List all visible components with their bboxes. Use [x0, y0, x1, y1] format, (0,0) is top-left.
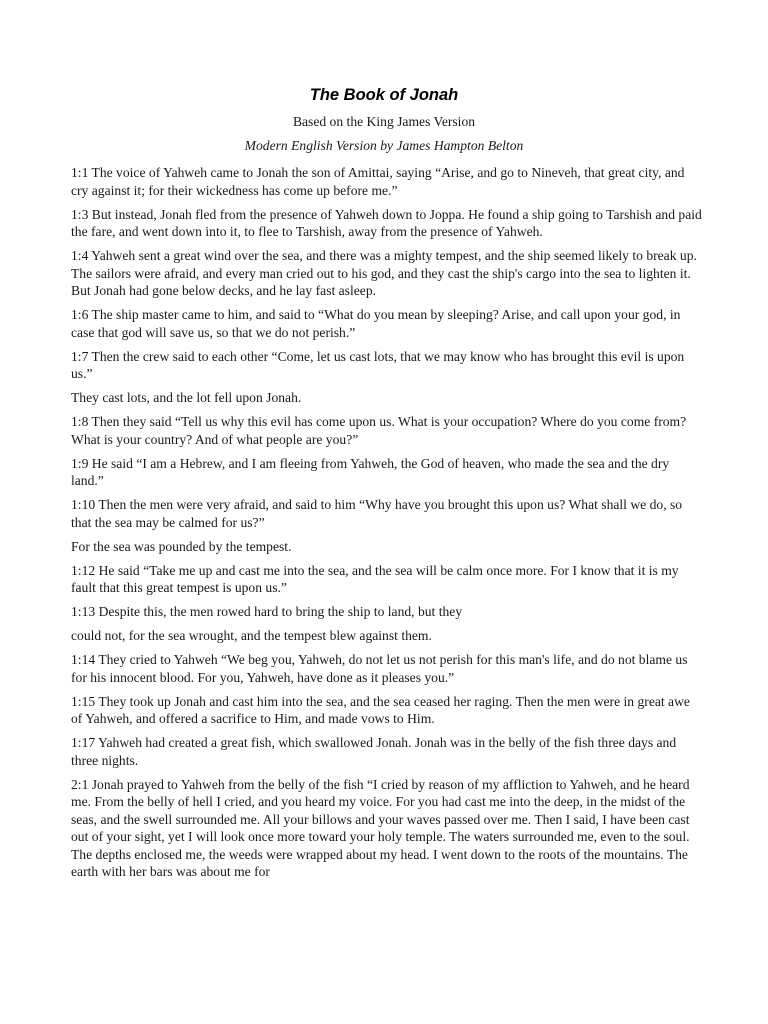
paragraph: 1:14 They cried to Yahweh “We beg you, Yahweh, do not let us not perish for this man's life, and do not blame us for his innocent blood. For you, Yahweh, have done as it pleases you.”	[71, 652, 688, 685]
paragraph: 1:3 But instead, Jonah fled from the presence of Yahweh down to Joppa. He found a ship going to Tarshish and paid the fare, and went down into it, to flee to Tarshish, away from the presence of Yahweh.	[71, 206, 702, 239]
paragraph: 2:1 Jonah prayed to Yahweh from the belly of the fish “I cried by reason of my affliction to Yahweh, and he heard me. From the belly of hell I cried, and you heard my voice. For you had cast me into the deep, in the midst of the seas, and the swell surrounded me. All your billows and your waves passed over me. Then I said, I have been cast out of your sight, yet I will look once more toward your holy temple. The waters surrounded me, even to the soul. The depths enclosed me, the weeds were wrapped about my head. I went down to the roots of the mountains. The earth with her bars was about me for	[71, 776, 690, 879]
document-subtitle: Based on the King James Version	[292, 114, 476, 129]
paragraph: They cast lots, and the lot fell upon Jonah.	[71, 390, 302, 405]
body-text	[71, 164, 703, 887]
paragraph: 1:12 He said “Take me up and cast me into the sea, and the sea will be calm once more. For I know that it is my fault that this great tempest is upon us.”	[71, 562, 679, 595]
paragraph: 1:13 Despite this, the men rowed hard to bring the ship to land, but they	[71, 604, 463, 619]
paragraph: 1:17 Yahweh had created a great fish, which swallowed Jonah. Jonah was in the belly of the fish three days and three nights.	[71, 735, 677, 768]
document-title: The Book of Jonah	[309, 86, 459, 104]
paragraph: 1:7 Then the crew said to each other “Come, let us cast lots, that we may know who has brought this evil is upon us.”	[71, 348, 685, 381]
paragraph: 1:1 The voice of Yahweh came to Jonah the son of Amittai, saying “Arise, and go to Nineveh, that great city, and cry against it; for their wickedness has come up before me.”	[71, 165, 685, 198]
paragraph: 1:6 The ship master came to him, and said to “What do you mean by sleeping? Arise, and call upon your god, in case that god will save us, so that we do not perish.”	[71, 307, 681, 340]
paragraph: For the sea was pounded by the tempest.	[71, 538, 292, 554]
paragraph: could not, for the sea wrought, and the tempest blew against them.	[71, 628, 432, 643]
paragraph: 1:10 Then the men were very afraid, and said to him “Why have you brought this upon us? What shall we do, so that the sea may be calmed for us?”	[71, 497, 683, 530]
paragraph: 1:9 He said “I am a Hebrew, and I am fleeing from Yahweh, the God of heaven, who made the sea and the dry land.”	[71, 455, 670, 488]
paragraph: 1:8 Then they said “Tell us why this evil has come upon us. What is your occupation? Where do you come from? What is your country? And of what people are you?”	[71, 414, 687, 447]
edition-line: Modern English Version by James Hampton Belton	[244, 138, 524, 153]
paragraph: 1:4 Yahweh sent a great wind over the sea, and there was a mighty tempest, and the ship seemed likely to break up. The sailors were afraid, and every man cried out to his god, and they cast the ship's cargo into the sea to lighten it. But Jonah had gone below decks, and he lay fast asleep.	[71, 248, 697, 298]
paragraph: 1:15 They took up Jonah and cast him into the sea, and the sea ceased her raging. Then the men were in great awe of Yahweh, and offered a sacrifice to Him, and made vows to Him.	[71, 693, 690, 726]
